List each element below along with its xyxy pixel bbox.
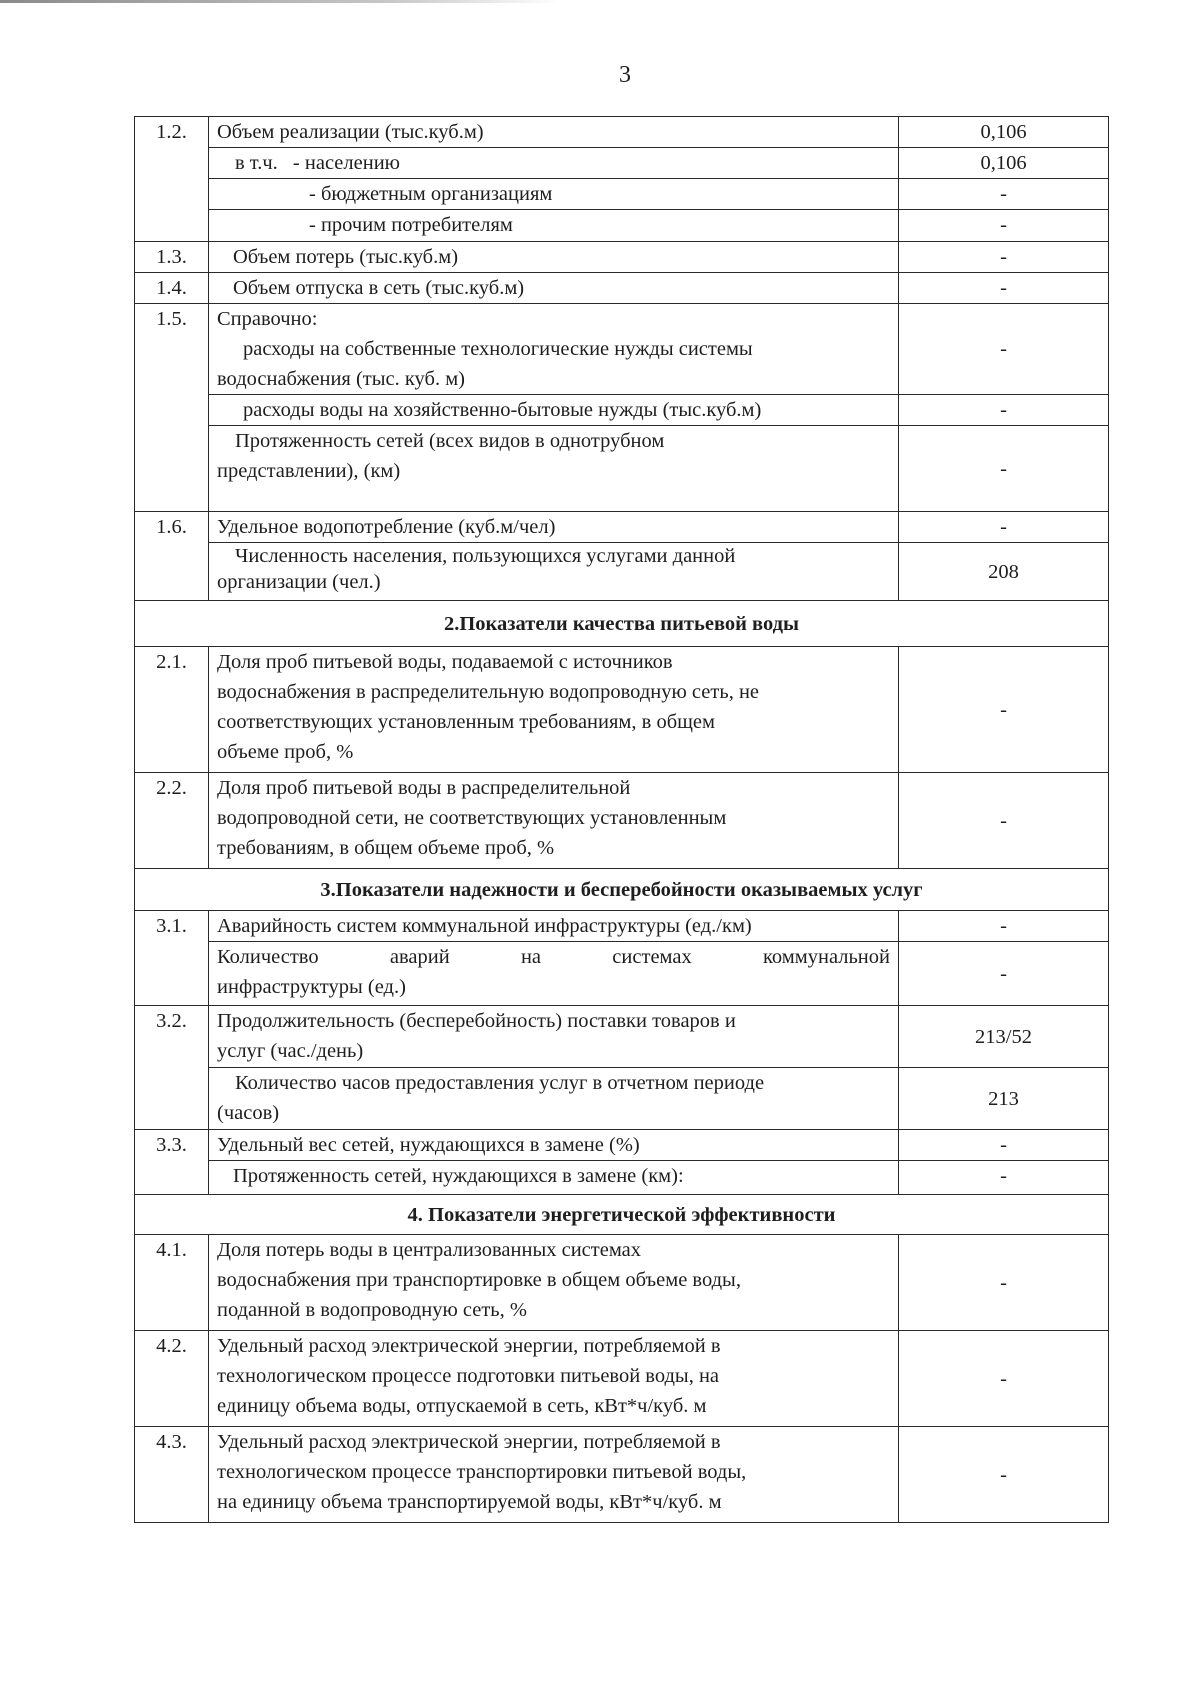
- row-label-line: Удельный расход электрической энергии, потребляемой в: [217, 1335, 721, 1357]
- row-label: [209, 1006, 899, 1068]
- row-label: расходы воды на хозяйственно-бытовые нужды (тыс.куб.м): [209, 395, 899, 426]
- row-value: 0,106: [899, 117, 1109, 148]
- section-row: [135, 869, 1109, 911]
- row-value: -: [899, 179, 1109, 210]
- row-number: 1.5.: [135, 304, 209, 512]
- row-number: 3.3.: [135, 1130, 209, 1195]
- section-title: 4. Показатели энергетической эффективности: [135, 1195, 1109, 1235]
- row-label-line: водоснабжения (тыс. куб. м): [217, 368, 466, 390]
- row-heading: Справочно:: [217, 308, 318, 330]
- table-row: [135, 1130, 1109, 1161]
- table-row: [135, 426, 1109, 512]
- row-label-line: единицу объема воды, отпускаемой в сеть, кВт*ч/куб. м: [217, 1395, 707, 1417]
- row-label-line: (часов): [217, 1102, 280, 1124]
- row-label-line: Продолжительность (бесперебойность) поставки товаров и: [217, 1010, 736, 1032]
- row-label: [209, 426, 899, 512]
- row-label: Объем отпуска в сеть (тыс.куб.м): [209, 273, 899, 304]
- table-row: [135, 148, 1109, 179]
- row-value: -: [899, 273, 1109, 304]
- table-row: [135, 911, 1109, 942]
- row-label-line: Количество аварий на системах коммунальной: [217, 946, 890, 968]
- row-label-line: поданной в водопроводную сеть, %: [217, 1299, 527, 1321]
- row-label-line: услуг (час./день): [217, 1040, 364, 1062]
- table-row: [135, 773, 1109, 869]
- row-label-line: расходы на собственные технологические нужды системы: [243, 338, 753, 360]
- row-label: Аварийность систем коммунальной инфраструктуры (ед./км): [209, 911, 899, 942]
- row-value: -: [899, 304, 1109, 395]
- row-value: -: [899, 1161, 1109, 1195]
- row-label: [209, 1331, 899, 1427]
- row-value: -: [899, 512, 1109, 543]
- row-label-line: Количество часов предоставления услуг в отчетном периоде: [235, 1072, 765, 1094]
- section-row: [135, 601, 1109, 647]
- row-label: Протяженность сетей, нуждающихся в замене (км):: [209, 1161, 899, 1195]
- table-row: [135, 210, 1109, 242]
- row-label: [209, 773, 899, 869]
- row-label-line: объеме проб, %: [217, 741, 354, 763]
- row-value: -: [899, 1235, 1109, 1331]
- row-label: - прочим потребителям: [209, 210, 899, 242]
- row-label-line: технологическом процессе подготовки питьевой воды, на: [217, 1365, 720, 1387]
- scan-edge-artifact: [0, 0, 560, 3]
- row-label: Объем потерь (тыс.куб.м): [209, 242, 899, 273]
- row-number: 4.1.: [135, 1235, 209, 1331]
- table-row: [135, 1068, 1109, 1130]
- row-label-line: соответствующих установленным требованиям, в общем: [217, 711, 715, 733]
- table-row: [135, 942, 1109, 1006]
- row-value: -: [899, 210, 1109, 242]
- row-number: 4.2.: [135, 1331, 209, 1427]
- row-label: Объем реализации (тыс.куб.м): [209, 117, 899, 148]
- row-value: 208: [899, 543, 1109, 601]
- row-label-line: на единицу объема транспортируемой воды, кВт*ч/куб. м: [217, 1491, 722, 1513]
- row-value: -: [899, 773, 1109, 869]
- row-number: 3.1.: [135, 911, 209, 1006]
- row-label: - бюджетным организациям: [209, 179, 899, 210]
- table-row: [135, 117, 1109, 148]
- row-value: -: [899, 911, 1109, 942]
- table-row: [135, 304, 1109, 395]
- section-row: [135, 1195, 1109, 1235]
- table-row: [135, 242, 1109, 273]
- row-label: [209, 1427, 899, 1523]
- table-row: [135, 179, 1109, 210]
- row-value: -: [899, 647, 1109, 773]
- row-number: 2.1.: [135, 647, 209, 773]
- row-value: 0,106: [899, 148, 1109, 179]
- row-value: -: [899, 1427, 1109, 1523]
- indicators-table: [134, 116, 1109, 1523]
- row-label: [209, 148, 899, 179]
- row-number: 2.2.: [135, 773, 209, 869]
- table-row: [135, 647, 1109, 773]
- row-value: 213: [899, 1068, 1109, 1130]
- table-row: [135, 1331, 1109, 1427]
- row-label-line: водопроводной сети, не соответствующих установленным: [217, 807, 727, 829]
- row-label-line: водоснабжения при транспортировке в общем объеме воды,: [217, 1269, 741, 1291]
- row-number: 1.3.: [135, 242, 209, 273]
- table-row: [135, 395, 1109, 426]
- section-title: 2.Показатели качества питьевой воды: [135, 601, 1109, 647]
- row-label: [209, 1235, 899, 1331]
- row-label-line: организации (чел.): [217, 571, 381, 593]
- row-value: -: [899, 1130, 1109, 1161]
- row-label: [209, 1068, 899, 1130]
- row-label-line: Доля потерь воды в централизованных системах: [217, 1239, 642, 1261]
- row-label-line: технологическом процессе транспортировки питьевой воды,: [217, 1461, 747, 1483]
- row-label-line: Численность населения, пользующихся услугами данной: [235, 545, 736, 567]
- row-value: -: [899, 395, 1109, 426]
- section-title: 3.Показатели надежности и бесперебойности оказываемых услуг: [135, 869, 1109, 911]
- row-label: Удельное водопотребление (куб.м/чел): [209, 512, 899, 543]
- row-label-line: инфраструктуры (ед.): [217, 976, 406, 998]
- row-label: [209, 942, 899, 1006]
- row-label-line: представлении), (км): [217, 460, 401, 482]
- table-row: [135, 543, 1109, 601]
- table-row: [135, 1006, 1109, 1068]
- row-label-line: Доля проб питьевой воды, подаваемой с источников: [217, 651, 673, 673]
- row-prefix: в т.ч.: [235, 152, 278, 174]
- row-number: 1.2.: [135, 117, 209, 242]
- row-value: -: [899, 1331, 1109, 1427]
- row-value: -: [899, 426, 1109, 512]
- row-label-line: требованиям, в общем объеме проб, %: [217, 837, 555, 859]
- row-number: 1.4.: [135, 273, 209, 304]
- row-number: 4.3.: [135, 1427, 209, 1523]
- row-label: [209, 543, 899, 601]
- row-label-line: Протяженность сетей (всех видов в однотрубном: [235, 430, 665, 452]
- row-label-text: - населению: [292, 152, 400, 174]
- table-row: [135, 1161, 1109, 1195]
- page-number: 3: [619, 62, 631, 88]
- table-row: [135, 1427, 1109, 1523]
- row-label: Удельный вес сетей, нуждающихся в замене (%): [209, 1130, 899, 1161]
- row-label: [209, 647, 899, 773]
- row-value: -: [899, 942, 1109, 1006]
- row-value: -: [899, 242, 1109, 273]
- table-row: [135, 512, 1109, 543]
- row-label-line: Доля проб питьевой воды в распределительной: [217, 777, 631, 799]
- row-label-line: Удельный расход электрической энергии, потребляемой в: [217, 1431, 721, 1453]
- row-label: [209, 304, 899, 395]
- row-label-line: водоснабжения в распределительную водопроводную сеть, не: [217, 681, 760, 703]
- row-value: 213/52: [899, 1006, 1109, 1068]
- table-row: [135, 1235, 1109, 1331]
- row-number: 3.2.: [135, 1006, 209, 1130]
- table-row: [135, 273, 1109, 304]
- row-number: 1.6.: [135, 512, 209, 601]
